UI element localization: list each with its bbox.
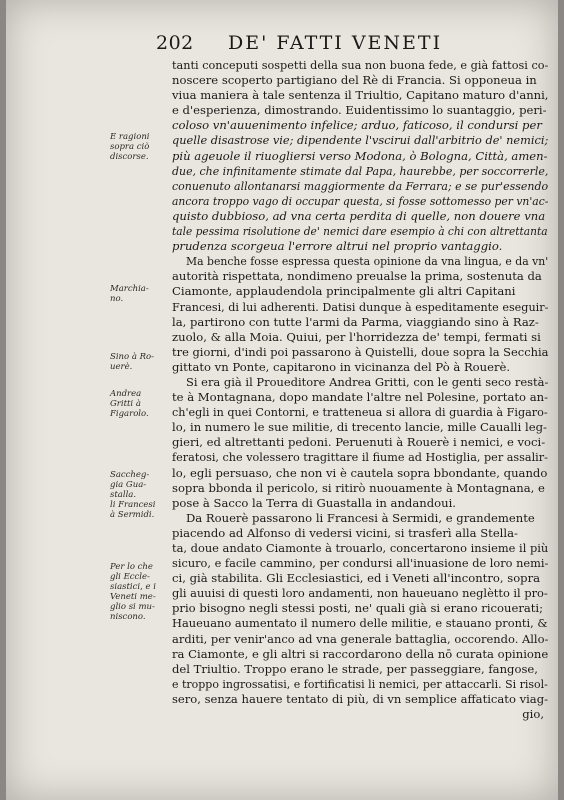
body-text — [172, 58, 548, 722]
margin-note: Marchia- no. — [110, 284, 149, 304]
book-page — [6, 0, 558, 800]
page-header — [156, 32, 456, 58]
margin-note: Andrea Gritti à Figarolo. — [110, 389, 149, 419]
margin-note: Saccheg- gia Gua- stalla. li Francesi à Sermidi. — [110, 470, 156, 520]
paragraph: tanti conceputi sospetti della sua non buona fede, e già fattosi co- noscere scoperto partigiano del Rè di Francia. Si opponeua in viua maniera à tale sentenza il Triultio, Capitano maturo d'anni, e d'esperienza, dimostrando. Euidentissimo lo suantaggio, peri- coloso vn'auuenimento infelice; arduo, faticoso, il condursi per quelle disastrose vie; dipendente l'vscirui dall'arbitrio de' nemici; più ageuole il riuogliersi verso Modona, ò Bologna, Città, amen- due, che infinitamente stimate dal Papa, haurebbe, per soccorrerle, conuenuto allontanarsi maggiormente da Ferrara; e se pur'essendo ancora troppo vago di occupar questa, si fosse sottomesso per vn'ac- quisto dubbioso, ad vna certa perdita di quelle, non douere vna tale pessima risolutione de' nemici dare esempio à chi con altrettanta prudenza scorgeua l'errore altrui nel proprio vantaggio. — [172, 58, 549, 254]
margin-note: Sino à Ro- uerè. — [110, 352, 154, 372]
running-title: DE' FATTI VENETI — [228, 32, 443, 54]
margin-note: E ragioni sopra ciò discorse. — [110, 132, 150, 162]
margin-note: Per lo che gli Eccle- siastici, e i Veneti me- glio si mu- niscono. — [110, 562, 156, 622]
paragraph: Ma benche fosse espressa questa opinione da vna lingua, e da vn' autorità rispettata, nondimeno preualse la prima, sostenuta da Ciamonte, applaudendola principalmente gli altri Capitani Francesi, di lui adherenti. Datisi dunque à espeditamente eseguir- la, partirono con tutte l'armi da Parma, viaggiando sino à Raz- zuolo, & alla Moia. Quiui, per l'horridezza de' tempi, fermati si tre giorni, d'indi poi passarono à Quistelli, doue sopra la Secchia gittato vn Ponte, capitarono in vicinanza del Pò à Rouerè. — [172, 254, 549, 374]
page-number: 202 — [156, 32, 194, 54]
paragraph: Si era già il Proueditore Andrea Gritti, con le genti seco restà- te à Montagnana, dopo mandate l'altre nel Polesine, portato an- ch'egli in quei Contorni, e tratteneua si allora di guardia à Figaro- lo, in numero le sue militie, di trecento lancie, mille Caualli leg- gieri, ed altrettanti pedoni. Peruenuti à Rouerè i nemici, e voci- feratosi, che volessero tragittare il fiume ad Hostiglia, per assalir- lo, egli persuaso, che non vi è cautela sopra bbondante, quando sopra bbonda il pericolo, si ritirò nuouamente à Montagnana, e pose à Sacco la Terra di Guastalla in andandoui. — [172, 374, 549, 510]
paragraph: Da Rouerè passarono li Francesi à Sermidi, e grandemente piacendo ad Alfonso di vedersi vicini, si trasferì alla Stella- ta, doue andato Ciamonte à trouarlo, concertarono insieme il più sicuro, e facile cammino, per condursi all'inuasione de loro nemi- ci, già stabilita. Gli Ecclesiastici, ed i Veneti all'incontro, sopra gli auuisi di questi loro andamenti, non haueuano neglètto il pro- prio bisogno negli stessi posti, ne' quali già si erano ricouerati; Haueuano aumentato il numero delle militie, e stauano pronti, & arditi, per venir'anco ad vna generale battaglia, occorendo. Allo- ra Ciamonte, e gli altri si raccordarono della nō curata opinione del Triultio. Troppo erano le strade, per passeggiare, fangose, e troppo ingrossatisi, e fortificatisi li nemici, per attaccarli. Si risol- sero, senza hauere tentato di più, di vn semplice affaticato viag- gio, — [172, 510, 549, 722]
